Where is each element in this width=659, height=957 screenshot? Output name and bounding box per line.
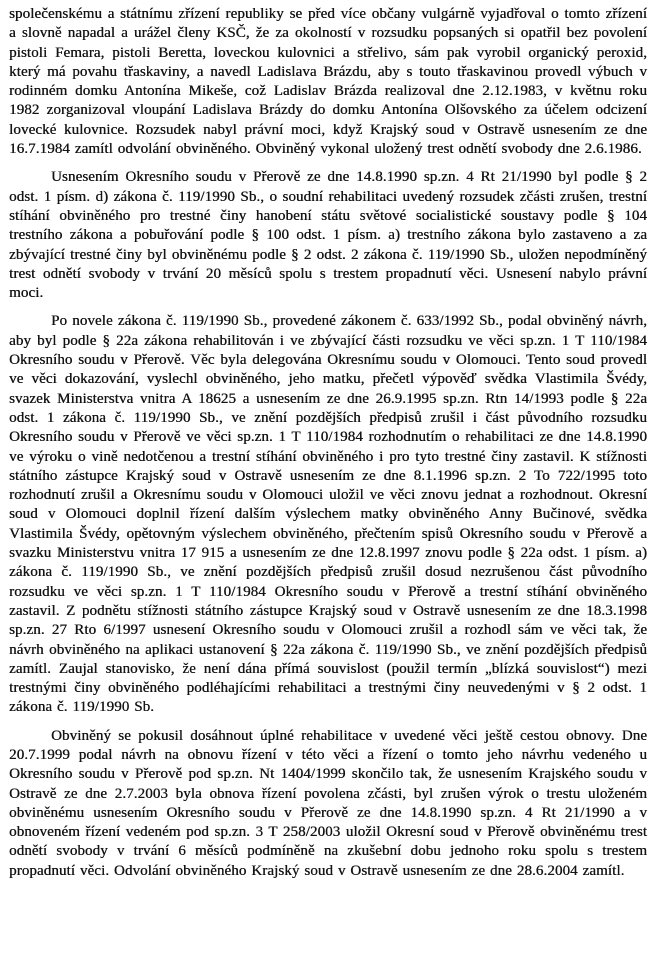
paragraph-3-novela-1992: Po novele zákona č. 119/1990 Sb., provedené zákonem č. 633/1992 Sb., podal obviněný návrh, aby byl podle § 22a zákona rehabilitován i ve zbývající části rozsudku ve věci sp.zn. 1 T 110/1984 Okresního soudu v Přerově. Věc byla delegována Okresnímu soudu v Olomouci. Tento soud provedl ve věci dokazování, vyslechl obviněného, jeho matku, přečetl výpověď svědka Vlastimila Švédy, svazek Ministerstva vnitra A 18625 a usnesením ze dne 26.9.1995 sp.zn. Rtn 14/1993 podle § 22a odst. 1 zákona č. 119/1990 Sb., ve znění pozdějších předpisů zrušil i část původního rozsudku Okresního soudu v Přerově ve věci sp.zn. 1 T 110/1984 rozhodnutím o rehabilitaci ze dne 14.8.1990 ve výroku o vině nedotčenou a trestní stíhání obviněného i pro tyto trestné činy zastavil. K stížnosti státního zástupce Krajský soud v Ostravě usnesením ze dne 8.1.1996 sp.zn. 2 To 722/1995 toto rozhodnutí zrušil a Okresnímu soudu v Olomouci uložil ve věci znovu jednat a rozhodnout. Okresní soud v Olomouci doplnil řízení dalším výslechem matky obviněného Anny Bučinové, svědka Vlastimila Švédy, opětovným výslechem obviněného, přečtením spisů Okresního soudu v Přerově a svazku Ministerstvu vnitra 17 915 a usnesením ze dne 12.8.1997 znovu podle § 22a odst. 1 písm. a) zákona č. 119/1990 Sb., ve znění pozdějších předpisů zrušil dosud nezrušenou část původního rozsudku ve věci sp.zn. 1 T 110/1984 Okresního soudu v Přerově a trestní stíhání obviněného zastavil. Z podnětu stížnosti státního zástupce Krajský soud v Ostravě usnesením ze dne 18.3.1998 sp.zn. 27 Rto 6/1997 usnesení Okresního soudu v Olomouci zrušil a rozhodl sám ve věci tak, že návrh obviněného na aplikaci ustanovení § 22a zákona č. 119/1990 Sb., ve znění pozdějších předpisů zamítl. Zaujal stanovisko, že není dána přímá souvislost (použil termín „blízká souvislost“) mezi trestnými činy obviněného podléhajícími rehabilitaci a trestnými činy neuvedenými v § 2 odst. 1 zákona č. 119/1990 Sb. [9,313,647,716]
paragraph-1-continuation: společenskému a státnímu zřízení republiky se před více občany vulgárně vyjadřoval o tomto zřízení a slovně napadal a urážel členy KSČ, že za okolností v rozsudku popsaných si opatřil bez povolení pistoli Femara, pistoli Beretta, loveckou kulovnici a střelivo, sám pak vyrobil organický peroxid, který má povahu třaskaviny, a navedl Ladislava Brázdu, aby s touto třaskavinou provedl výbuch v rodinném domku Antonína Mikeše, což Ladislav Brázda realizoval dne 2.12.1983, v květnu roku 1982 zorganizoval vloupání Ladislava Brázdy do domku Antonína Olšovského za účelem odcizení lovecké kulovnice. Rozsudek nabyl právní moci, když Krajský soud v Ostravě usnesením ze dne 16.7.1984 zamítl odvolání obviněného. Obviněný vykonal uložený trest odnětí svobody dne 2.6.1986. [9,6,647,158]
paragraph-2-rehabilitation-1990: Usnesením Okresního soudu v Přerově ze dne 14.8.1990 sp.zn. 4 Rt 21/1990 byl podle § 2 odst. 1 písm. d) zákona č. 119/1990 Sb., o soudní rehabilitaci uvedený rozsudek zčásti zrušen, trestní stíhání obviněného pro trestné činy hanobení státu světové socialistické soustavy podle § 104 trestního zákona a pobuřování podle § 100 odst. 1 písm. a) trestního zákona bylo zastaveno a za zbývající trestné činy byl obviněnému podle § 2 odst. 2 zákona č. 119/1990 Sb., uložen nepodmíněný trest odnětí svobody v trvání 20 měsíců spolu s trestem propadnutí věci. Usnesení nabylo právní moci. [9,169,647,302]
paragraph-4-obnova-rizeni: Obviněný se pokusil dosáhnout úplné rehabilitace v uvedené věci ještě cestou obnovy. Dne 20.7.1999 podal návrh na obnovu řízení v této věci a řízení o tomto jeho návrhu vedeného u Okresního soudu v Přerově pod sp.zn. Nt 1404/1999 skončilo tak, že usnesením Krajského soudu v Ostravě ze dne 2.7.2003 byla obnova řízení povolena zčásti, byl zrušen výrok o trestu uloženém obviněnému usnesením Okresního soudu v Přerově ze dne 14.8.1990 sp.zn. 4 Rt 21/1990 a v obnoveném řízení vedeném pod sp.zn. 3 T 258/2003 uložil Okresní soud v Přerově obviněnému trest odnětí svobody v trvání 6 měsíců podmíněně na zkušební dobu jednoho roku spolu s trestem propadnutí věci. Odvolání obviněného Krajský soud v Ostravě usnesením ze dne 28.6.2004 zamítl. [9,727,647,879]
